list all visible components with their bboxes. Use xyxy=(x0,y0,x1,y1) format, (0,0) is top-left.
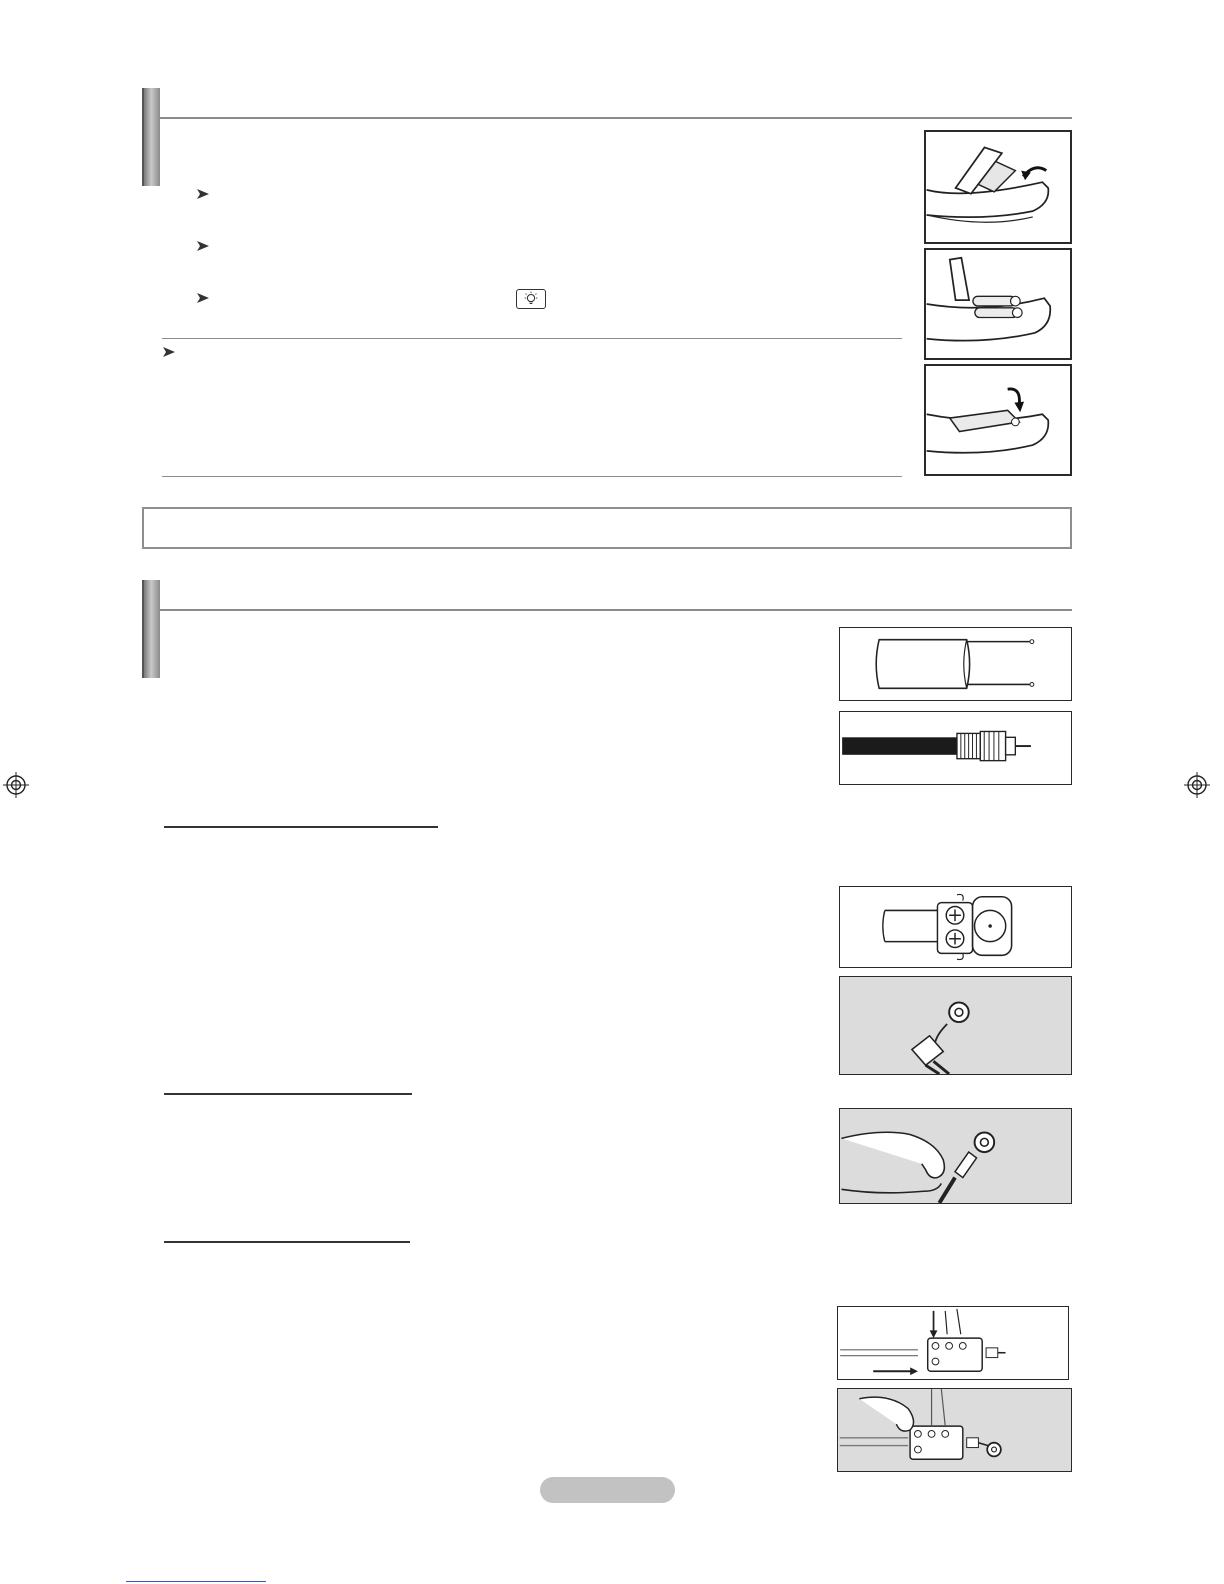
antenna-adapter-screws-figure xyxy=(839,886,1072,968)
note-rule-bottom xyxy=(162,476,902,477)
note-rule-top xyxy=(162,338,902,339)
footer-link-underline[interactable] xyxy=(126,1581,266,1582)
arrow-bullet-icon xyxy=(196,292,210,304)
page-number-pill xyxy=(540,1477,675,1503)
arrow-bullet-icon xyxy=(162,346,176,358)
section-rule-antenna xyxy=(160,609,1072,611)
combiner-wires-figure xyxy=(837,1306,1069,1380)
registration-mark-icon xyxy=(1184,772,1210,798)
light-button-icon xyxy=(516,289,546,309)
hand-connecting-cable-figure xyxy=(839,1108,1072,1204)
section-bar-remote xyxy=(142,88,160,186)
section-bar-antenna xyxy=(142,580,160,678)
heading-underline-2 xyxy=(164,1093,412,1095)
combiner-hand-connecting-figure xyxy=(837,1388,1072,1472)
arrow-bullet-icon xyxy=(196,240,210,252)
twin-lead-flat-wire-figure xyxy=(839,627,1072,701)
arrow-bullet-icon xyxy=(196,188,210,200)
remote-cover-open-figure xyxy=(924,130,1072,244)
remote-cover-close-figure xyxy=(924,364,1072,476)
coaxial-round-cable-figure xyxy=(839,711,1072,785)
remote-batteries-figure xyxy=(924,248,1072,360)
heading-underline-1 xyxy=(164,826,438,828)
note-box xyxy=(142,507,1072,549)
registration-mark-icon xyxy=(3,772,29,798)
section-rule-remote xyxy=(160,117,1072,119)
heading-underline-3 xyxy=(164,1241,410,1243)
antenna-plug-into-jack-figure xyxy=(839,976,1072,1075)
